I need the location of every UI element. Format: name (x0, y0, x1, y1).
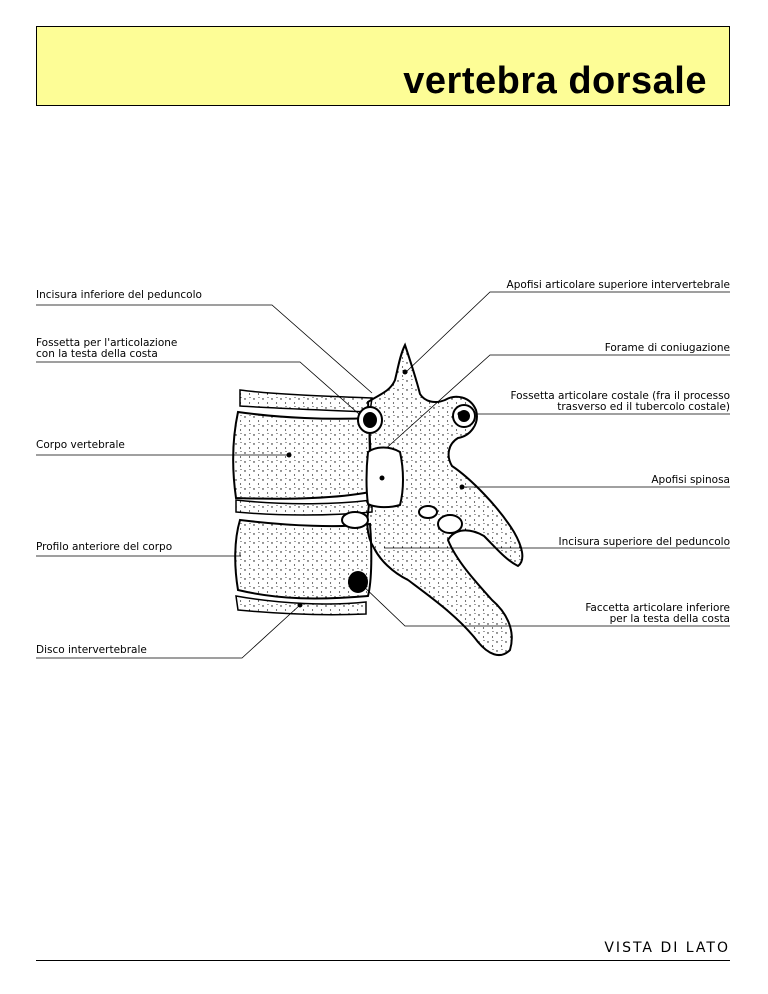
label-apofisi-articolare: Apofisi articolare superiore intervertebrale (506, 279, 730, 291)
view-caption: VISTA DI LATO (604, 940, 730, 956)
leader-disco (36, 605, 300, 658)
label-apofisi-spinosa: Apofisi spinosa (651, 474, 730, 486)
label-fossetta-testa-line1: Fossetta per l'articolazione (36, 337, 178, 349)
label-incisura-inferiore: Incisura inferiore del peduncolo (36, 289, 202, 301)
label-fossetta-costale-line1: Fossetta articolare costale (fra il processo (510, 390, 730, 402)
leader-profilo-anteriore (36, 552, 240, 556)
label-faccetta-line1: Faccetta articolare inferiore (585, 602, 730, 614)
leader-apofisi-articolare (406, 292, 730, 372)
label-faccetta-line2: per la testa della costa (609, 613, 730, 625)
label-corpo-vertebrale: Corpo vertebrale (36, 439, 125, 451)
label-profilo-anteriore: Profilo anteriore del corpo (36, 541, 173, 553)
leader-faccetta (360, 583, 730, 626)
posterior-arch (342, 345, 522, 655)
leader-fossetta-testa (36, 362, 368, 422)
bottom-rule (36, 960, 730, 961)
label-fossetta-costale-line2: trasverso ed il tubercolo costale) (557, 401, 730, 413)
page-title: vertebra dorsale (403, 60, 707, 102)
label-incisura-superiore: Incisura superiore del peduncolo (558, 536, 730, 548)
label-forame: Forame di coniugazione (604, 342, 730, 354)
label-disco: Disco intervertebrale (36, 644, 147, 656)
label-fossetta-testa-line2: con la testa della costa (36, 348, 158, 360)
leader-incisura-inferiore (36, 305, 372, 393)
